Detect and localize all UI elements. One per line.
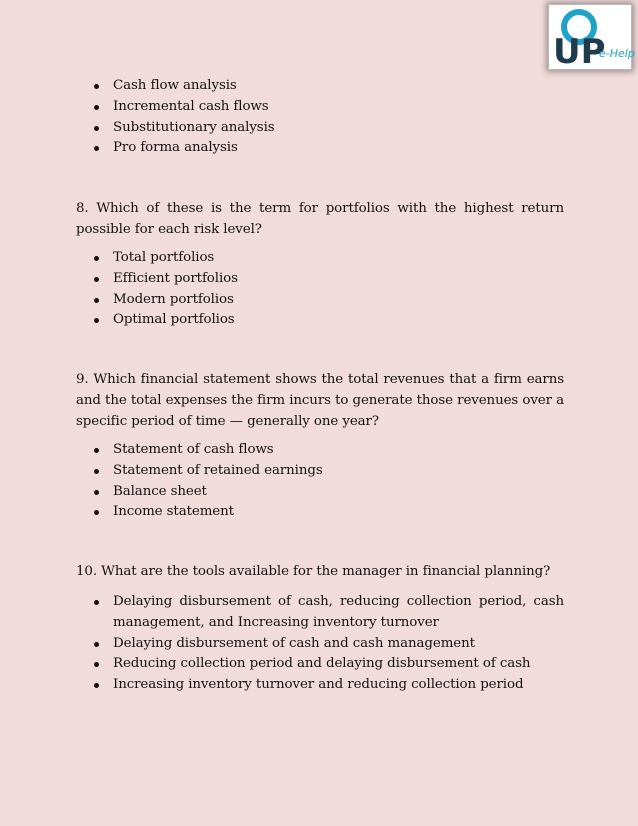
option-list-q10 bbox=[76, 592, 564, 696]
question-10: 10. What are the tools available for the manager in financial planning? bbox=[76, 564, 551, 579]
logo bbox=[548, 4, 635, 72]
list-item: Incremental cash flows bbox=[76, 97, 564, 118]
question-8: 8. Which of these is the term for portfolios with the highest return possible for each risk level? bbox=[76, 201, 564, 237]
list-item: Income statement bbox=[76, 502, 564, 523]
up-ehelp-logo-icon bbox=[549, 5, 635, 72]
bullet-icon bbox=[94, 510, 99, 515]
list-item: Statement of cash flows bbox=[76, 440, 564, 461]
list-item: Increasing inventory turnover and reducing collection period bbox=[76, 675, 564, 696]
question-9: 9. Which financial statement shows the total revenues that a firm earns and the total expenses the firm incurs to generate those revenues over a specific period of time — generally one year? bbox=[76, 372, 564, 429]
bullet-icon bbox=[94, 662, 99, 667]
list-item: Pro forma analysis bbox=[76, 138, 564, 159]
list-item: Cash flow analysis bbox=[76, 76, 564, 97]
bullet-icon bbox=[94, 84, 99, 89]
list-item: Substitutionary analysis bbox=[76, 118, 564, 139]
option-list-q9 bbox=[76, 440, 564, 523]
list-item: Reducing collection period and delaying disbursement of cash bbox=[76, 654, 564, 675]
list-item: Optimal portfolios bbox=[76, 310, 564, 331]
bullet-icon bbox=[94, 469, 99, 474]
option-list-q8 bbox=[76, 248, 564, 331]
bullet-icon bbox=[94, 448, 99, 453]
bullet-icon bbox=[94, 490, 99, 495]
bullet-icon bbox=[94, 146, 99, 151]
bullet-icon bbox=[94, 318, 99, 323]
list-item: Efficient portfolios bbox=[76, 269, 564, 290]
bullet-icon bbox=[94, 126, 99, 131]
option-list-previous bbox=[76, 76, 564, 159]
bullet-icon bbox=[94, 298, 99, 303]
logo-text: e-Help bbox=[599, 47, 635, 60]
list-item: Modern portfolios bbox=[76, 290, 564, 311]
bullet-icon bbox=[94, 105, 99, 110]
bullet-icon bbox=[94, 277, 99, 282]
list-item: Statement of retained earnings bbox=[76, 461, 564, 482]
bullet-icon bbox=[94, 683, 99, 688]
list-item: Delaying disbursement of cash and cash management bbox=[76, 634, 564, 655]
bullet-icon bbox=[94, 600, 99, 605]
list-item: Total portfolios bbox=[76, 248, 564, 269]
list-item: Delaying disbursement of cash, reducing collection period, cash management, and Increasing inventory turnover bbox=[76, 592, 564, 634]
bullet-icon bbox=[94, 642, 99, 647]
logo-letters: UP bbox=[553, 32, 606, 72]
bullet-icon bbox=[94, 256, 99, 261]
list-item: Balance sheet bbox=[76, 482, 564, 503]
